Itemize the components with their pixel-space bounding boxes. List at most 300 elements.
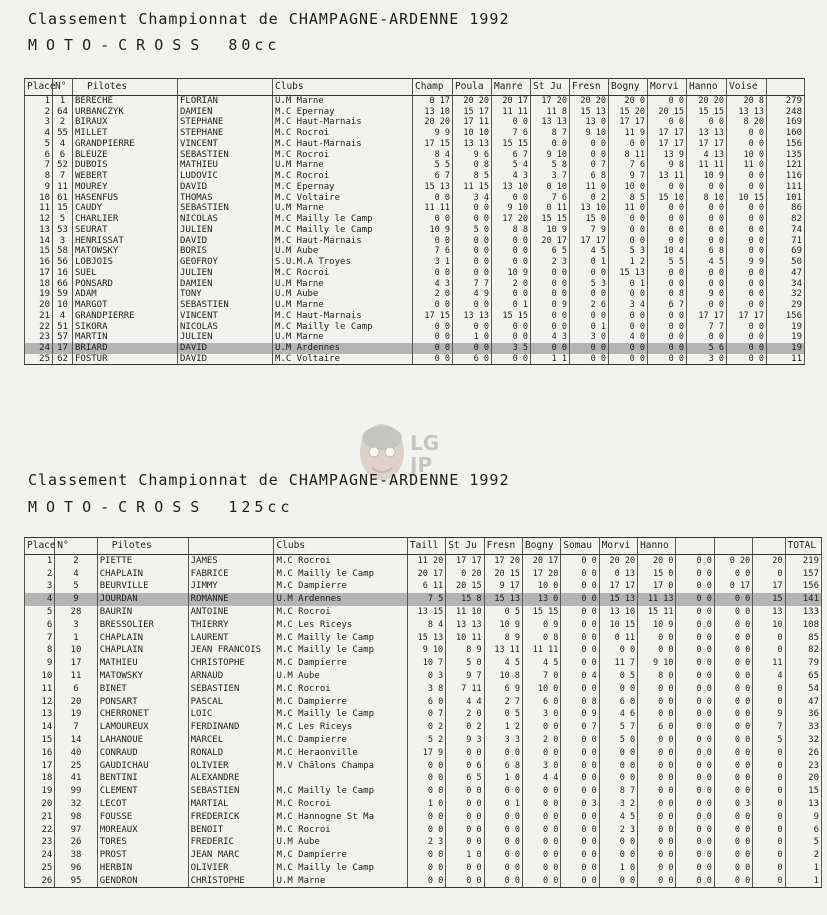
score-cell: 15	[753, 593, 785, 606]
score-cell: 20 0	[609, 96, 648, 107]
score-cell: 2 0	[522, 734, 560, 747]
score-cell: 13 0	[522, 593, 560, 606]
club-cell: M.C Dampierre	[274, 695, 407, 708]
score-cell: 0 0	[714, 695, 752, 708]
score-cell: 8 4	[413, 149, 453, 160]
pilot-last-name: GAUDICHAU	[97, 759, 188, 772]
total-cell: 69	[767, 246, 805, 257]
pilot-last-name: LAHANOUE	[97, 734, 188, 747]
score-cell: 8 5	[609, 192, 648, 203]
score-cell: 10 15	[727, 192, 767, 203]
pilot-first-name: FREDERIC	[188, 836, 274, 849]
score-cell: 0 0	[638, 708, 676, 721]
pilot-first-name: TONY	[178, 289, 273, 300]
table-row	[25, 721, 822, 734]
place-cell: 1	[25, 96, 53, 107]
score-cell: 0 0	[531, 268, 570, 279]
score-cell: 0 0	[714, 567, 752, 580]
score-cell: 13 0	[570, 117, 609, 128]
score-cell: 0 0	[413, 214, 453, 225]
score-cell: 0 0	[407, 810, 445, 823]
number-cell: 1	[53, 96, 73, 107]
table-row	[25, 874, 822, 887]
pilot-first-name: FABRICE	[188, 567, 274, 580]
club-cell: M.C Mailly le Camp	[274, 862, 407, 875]
place-cell: 21	[25, 311, 53, 322]
score-cell: 0 0	[676, 849, 714, 862]
score-cell: 0 8	[453, 160, 492, 171]
score-cell: 0 0	[561, 631, 599, 644]
header-pilotes-first	[188, 538, 274, 555]
number-cell: 4	[53, 139, 73, 150]
score-cell: 0 0	[676, 734, 714, 747]
header-hanno: Hanno	[638, 538, 676, 555]
score-cell: 0 0	[492, 246, 531, 257]
score-cell: 8 8	[492, 225, 531, 236]
score-cell: 0 0	[570, 311, 609, 322]
score-cell: 0 0	[638, 695, 676, 708]
score-cell: 6 0	[522, 695, 560, 708]
score-cell: 0 0	[727, 321, 767, 332]
score-cell: 0 0	[687, 214, 727, 225]
score-cell: 0 0	[638, 849, 676, 862]
pilot-first-name: ALEXANDRE	[188, 772, 274, 785]
club-cell: M.C Rocroi	[274, 798, 407, 811]
place-cell: 16	[25, 257, 53, 268]
score-cell: 0 0	[453, 203, 492, 214]
score-cell: 0 0	[599, 874, 637, 887]
score-cell: 6 9	[484, 682, 522, 695]
score-cell: 5 0	[599, 734, 637, 747]
header-total: TOTAL	[785, 538, 822, 555]
score-cell: 7 9	[570, 225, 609, 236]
score-cell: 0 0	[453, 257, 492, 268]
table-row	[25, 343, 805, 354]
place-cell: 23	[25, 836, 55, 849]
place-cell: 2	[25, 106, 53, 117]
pilot-last-name: PONSARD	[73, 278, 178, 289]
score-cell: 0	[753, 874, 785, 887]
place-cell: 11	[25, 682, 55, 695]
score-cell: 0 0	[522, 836, 560, 849]
place-cell: 5	[25, 139, 53, 150]
score-cell: 0 6	[446, 759, 484, 772]
score-cell: 3 5	[492, 343, 531, 354]
score-cell: 0 0	[714, 721, 752, 734]
score-cell: 0 0	[484, 836, 522, 849]
club-cell: U.M Marne	[273, 300, 413, 311]
score-cell: 0 0	[413, 235, 453, 246]
total-cell: 156	[767, 139, 805, 150]
total-cell: 33	[785, 721, 822, 734]
pilot-first-name: JEAN MARC	[188, 849, 274, 862]
score-cell: 0 9	[522, 618, 560, 631]
score-cell: 13 15	[407, 606, 445, 619]
score-cell: 11 11	[492, 106, 531, 117]
table-row	[25, 257, 805, 268]
score-cell: 17 0	[638, 580, 676, 593]
pilot-last-name: BRESSOLIER	[97, 618, 188, 631]
total-cell: 101	[767, 192, 805, 203]
header-clubs: Clubs	[273, 79, 413, 96]
score-cell: 3 0	[687, 354, 727, 365]
score-cell: 0 0	[599, 746, 637, 759]
pilot-last-name: BENTINI	[97, 772, 188, 785]
score-cell: 9 10	[492, 203, 531, 214]
score-cell: 6 0	[599, 695, 637, 708]
score-cell: 0 0	[561, 580, 599, 593]
pilot-last-name: FOSTUR	[73, 354, 178, 365]
score-cell: 7 7	[687, 321, 727, 332]
score-cell: 11 8	[531, 106, 570, 117]
number-cell: 20	[55, 695, 97, 708]
score-cell: 9 0	[687, 289, 727, 300]
score-cell: 1 0	[453, 332, 492, 343]
total-cell: 111	[767, 182, 805, 193]
score-cell: 0 0	[492, 117, 531, 128]
number-cell: 16	[53, 268, 73, 279]
club-cell: M.C Rocroi	[274, 682, 407, 695]
pilot-last-name: GRANDPIERRE	[73, 311, 178, 322]
number-cell: 64	[53, 106, 73, 117]
score-cell: 20 17	[407, 567, 445, 580]
pilot-first-name: LUDOVIC	[178, 171, 273, 182]
score-cell: 0 0	[446, 810, 484, 823]
table-row	[25, 606, 822, 619]
score-cell: 0 2	[446, 721, 484, 734]
score-cell: 10 0	[522, 580, 560, 593]
score-cell: 1 2	[484, 721, 522, 734]
header-place: Place	[25, 538, 55, 555]
header-bogny: Bogny	[522, 538, 560, 555]
score-cell: 10 11	[446, 631, 484, 644]
score-cell: 0 0	[453, 235, 492, 246]
score-cell: 6 5	[446, 772, 484, 785]
pilot-last-name: DUBOIS	[73, 160, 178, 171]
score-cell: 15 13	[407, 631, 445, 644]
score-cell: 15 15	[492, 311, 531, 322]
header-blank-1	[676, 538, 714, 555]
table-row	[25, 823, 822, 836]
score-cell: 0 0	[638, 772, 676, 785]
score-cell: 0 0	[676, 618, 714, 631]
place-cell: 24	[25, 343, 53, 354]
score-cell: 0 1	[484, 798, 522, 811]
pilot-first-name: SEBASTIEN	[188, 785, 274, 798]
pilot-first-name: NICOLAS	[178, 321, 273, 332]
club-cell: U.M Aube	[273, 289, 413, 300]
score-cell: 0 2	[570, 192, 609, 203]
score-cell: 4	[753, 670, 785, 683]
score-cell: 15 13	[609, 268, 648, 279]
score-cell: 0 0	[561, 567, 599, 580]
score-cell: 9	[753, 708, 785, 721]
score-cell: 0 0	[484, 874, 522, 887]
club-cell	[274, 772, 407, 785]
header-fresn: Fresn	[484, 538, 522, 555]
score-cell: 20 15	[648, 106, 687, 117]
score-cell: 0 0	[648, 343, 687, 354]
place-cell: 12	[25, 695, 55, 708]
score-cell: 0	[753, 759, 785, 772]
place-cell: 25	[25, 354, 53, 365]
header-somau: Somau	[561, 538, 599, 555]
club-cell: M.C Mailly le Camp	[273, 214, 413, 225]
score-cell: 0 8	[561, 695, 599, 708]
score-cell: 0 5	[484, 606, 522, 619]
number-cell: 6	[53, 149, 73, 160]
score-cell: 0 0	[676, 823, 714, 836]
total-cell: 74	[767, 225, 805, 236]
table-row	[25, 798, 822, 811]
score-cell: 0 0	[453, 343, 492, 354]
score-cell: 8 0	[638, 670, 676, 683]
score-cell: 0 0	[714, 759, 752, 772]
total-cell: 156	[767, 311, 805, 322]
pilot-first-name: MARCEL	[188, 734, 274, 747]
score-cell: 15 15	[531, 214, 570, 225]
score-cell: 0 0	[492, 235, 531, 246]
score-cell: 2 3	[407, 836, 445, 849]
place-cell: 7	[25, 160, 53, 171]
score-cell: 6 0	[407, 695, 445, 708]
score-cell: 8 7	[599, 785, 637, 798]
header-place: Place	[25, 79, 53, 96]
score-cell: 0 0	[727, 214, 767, 225]
table-row	[25, 128, 805, 139]
pilot-first-name: THIERRY	[188, 618, 274, 631]
place-cell: 9	[25, 657, 55, 670]
subtitle-80cc	[28, 36, 280, 54]
score-cell: 15 0	[638, 567, 676, 580]
number-cell: 41	[55, 772, 97, 785]
score-cell: 2 3	[531, 257, 570, 268]
score-cell: 0 20	[714, 555, 752, 568]
number-cell: 40	[55, 746, 97, 759]
number-cell: 66	[53, 278, 73, 289]
score-cell: 20	[753, 555, 785, 568]
pilot-last-name: PIETTE	[97, 555, 188, 568]
place-cell: 7	[25, 631, 55, 644]
score-cell: 0 0	[687, 117, 727, 128]
score-cell: 8 20	[727, 117, 767, 128]
score-cell: 0 0	[561, 657, 599, 670]
score-cell: 0 0	[609, 214, 648, 225]
pilot-first-name: FERDINAND	[188, 721, 274, 734]
total-cell: 15	[785, 785, 822, 798]
score-cell: 13 13	[446, 618, 484, 631]
score-cell: 0 0	[413, 343, 453, 354]
pilot-first-name: PASCAL	[188, 695, 274, 708]
pilot-last-name: CAUDY	[73, 203, 178, 214]
score-cell: 10 10	[453, 128, 492, 139]
place-cell: 22	[25, 823, 55, 836]
pilot-last-name: GRANDPIERRE	[73, 139, 178, 150]
place-cell: 24	[25, 849, 55, 862]
number-cell: 25	[55, 759, 97, 772]
score-cell: 0 0	[484, 862, 522, 875]
score-cell: 15 20	[609, 106, 648, 117]
number-cell: 6	[55, 682, 97, 695]
score-cell: 0 0	[638, 746, 676, 759]
score-cell: 11 11	[687, 160, 727, 171]
pilot-last-name: HENRISSAT	[73, 235, 178, 246]
number-cell: 38	[55, 849, 97, 862]
number-cell: 5	[53, 214, 73, 225]
pilot-first-name: JULIEN	[178, 332, 273, 343]
score-cell: 0 0	[648, 182, 687, 193]
table-header-125cc	[25, 538, 822, 555]
score-cell: 5 0	[446, 657, 484, 670]
score-cell: 0 0	[727, 289, 767, 300]
score-cell: 0 0	[687, 225, 727, 236]
score-cell: 0 0	[727, 225, 767, 236]
score-cell: 0 0	[453, 246, 492, 257]
club-cell: U.M Marne	[273, 96, 413, 107]
table-row	[25, 631, 822, 644]
score-cell: 0 13	[599, 567, 637, 580]
number-cell: 10	[55, 644, 97, 657]
place-cell: 18	[25, 278, 53, 289]
score-cell: 0 0	[687, 235, 727, 246]
score-cell: 0 8	[648, 289, 687, 300]
header-blank-2	[714, 538, 752, 555]
score-cell: 1 0	[446, 849, 484, 862]
number-cell: 19	[55, 708, 97, 721]
number-cell: 97	[55, 823, 97, 836]
header-hanno: Hanno	[687, 79, 727, 96]
score-cell: 0 0	[453, 214, 492, 225]
score-cell: 20 20	[687, 96, 727, 107]
pilot-first-name: JEAN FRANCOIS	[188, 644, 274, 657]
place-cell: 25	[25, 862, 55, 875]
score-cell: 2 0	[413, 289, 453, 300]
score-cell: 0 0	[570, 139, 609, 150]
table-row	[25, 235, 805, 246]
club-cell: U.M Marne	[273, 160, 413, 171]
pilot-first-name: CHRISTOPHE	[188, 874, 274, 887]
score-cell: 17 17	[609, 117, 648, 128]
club-cell: M.C Haut-Marnais	[273, 311, 413, 322]
score-cell: 9 10	[531, 149, 570, 160]
score-cell: 17 11	[453, 117, 492, 128]
pilot-first-name: CHRISTOPHE	[188, 657, 274, 670]
score-cell: 0 0	[648, 311, 687, 322]
number-cell: 28	[55, 606, 97, 619]
place-cell: 6	[25, 618, 55, 631]
score-cell: 0 0	[531, 311, 570, 322]
pilot-first-name: OLIVIER	[188, 759, 274, 772]
place-cell: 19	[25, 785, 55, 798]
score-cell: 0 0	[638, 644, 676, 657]
number-cell: 7	[55, 721, 97, 734]
score-cell: 0 0	[561, 746, 599, 759]
score-cell: 20 20	[599, 555, 637, 568]
table-row	[25, 171, 805, 182]
club-cell: M.C Rocroi	[274, 823, 407, 836]
pilot-first-name: STEPHANE	[178, 128, 273, 139]
pilot-last-name: BEURVILLE	[97, 580, 188, 593]
table-row	[25, 332, 805, 343]
score-cell: 8 10	[687, 192, 727, 203]
score-cell: 7 6	[492, 128, 531, 139]
score-cell: 0 17	[714, 580, 752, 593]
subtitle-125cc-cc: 125cc	[228, 498, 294, 516]
score-cell: 0 0	[714, 618, 752, 631]
score-cell: 0 0	[648, 332, 687, 343]
score-cell: 0 0	[446, 823, 484, 836]
score-cell: 15 13	[599, 593, 637, 606]
score-cell: 5 7	[599, 721, 637, 734]
score-cell: 15 17	[453, 106, 492, 117]
pilot-first-name: GEOFROY	[178, 257, 273, 268]
score-cell: 0 0	[714, 631, 752, 644]
score-cell: 0 0	[531, 289, 570, 300]
score-cell: 0 0	[531, 321, 570, 332]
pilot-first-name: SEBASTIEN	[188, 682, 274, 695]
number-cell: 99	[55, 785, 97, 798]
score-cell: 4 3	[531, 332, 570, 343]
score-cell: 0 3	[407, 670, 445, 683]
score-cell: 0 0	[638, 734, 676, 747]
table-row	[25, 268, 805, 279]
score-cell: 0 0	[522, 746, 560, 759]
club-cell: M.C Les Riceys	[274, 721, 407, 734]
table-row	[25, 160, 805, 171]
club-cell: M.C Dampierre	[274, 849, 407, 862]
score-cell: 0 1	[609, 278, 648, 289]
number-cell: 1	[55, 631, 97, 644]
score-cell: 8 5	[453, 171, 492, 182]
score-cell: 0 0	[413, 354, 453, 365]
number-cell: 7	[53, 171, 73, 182]
score-cell: 0 0	[522, 810, 560, 823]
score-cell: 0 0	[648, 117, 687, 128]
number-cell: 96	[55, 862, 97, 875]
number-cell: 11	[55, 670, 97, 683]
score-cell: 0 0	[638, 759, 676, 772]
score-cell: 17 15	[413, 311, 453, 322]
score-cell: 0 0	[727, 332, 767, 343]
total-cell: 9	[785, 810, 822, 823]
number-cell: 51	[53, 321, 73, 332]
place-cell: 10	[25, 670, 55, 683]
club-cell: U.M Marne	[273, 203, 413, 214]
pilot-last-name: CHAPLAIN	[97, 567, 188, 580]
score-cell: 10 9	[531, 225, 570, 236]
pilot-first-name: STEPHANE	[178, 117, 273, 128]
score-cell: 0 0	[648, 225, 687, 236]
score-cell: 0 0	[676, 644, 714, 657]
table-row	[25, 96, 805, 107]
score-cell: 0	[753, 785, 785, 798]
score-cell: 0 0	[407, 862, 445, 875]
score-cell: 0 0	[484, 785, 522, 798]
score-cell: 8 4	[407, 618, 445, 631]
table-row	[25, 618, 822, 631]
club-cell: U.M Ardennes	[273, 343, 413, 354]
place-cell: 5	[25, 606, 55, 619]
table-row	[25, 772, 822, 785]
score-cell: 0 0	[484, 849, 522, 862]
number-cell: 98	[55, 810, 97, 823]
score-cell: 0 0	[446, 836, 484, 849]
score-cell: 20 0	[638, 555, 676, 568]
score-cell: 0 0	[531, 278, 570, 289]
score-cell: 2 3	[599, 823, 637, 836]
score-cell: 0 0	[727, 268, 767, 279]
place-cell: 21	[25, 810, 55, 823]
